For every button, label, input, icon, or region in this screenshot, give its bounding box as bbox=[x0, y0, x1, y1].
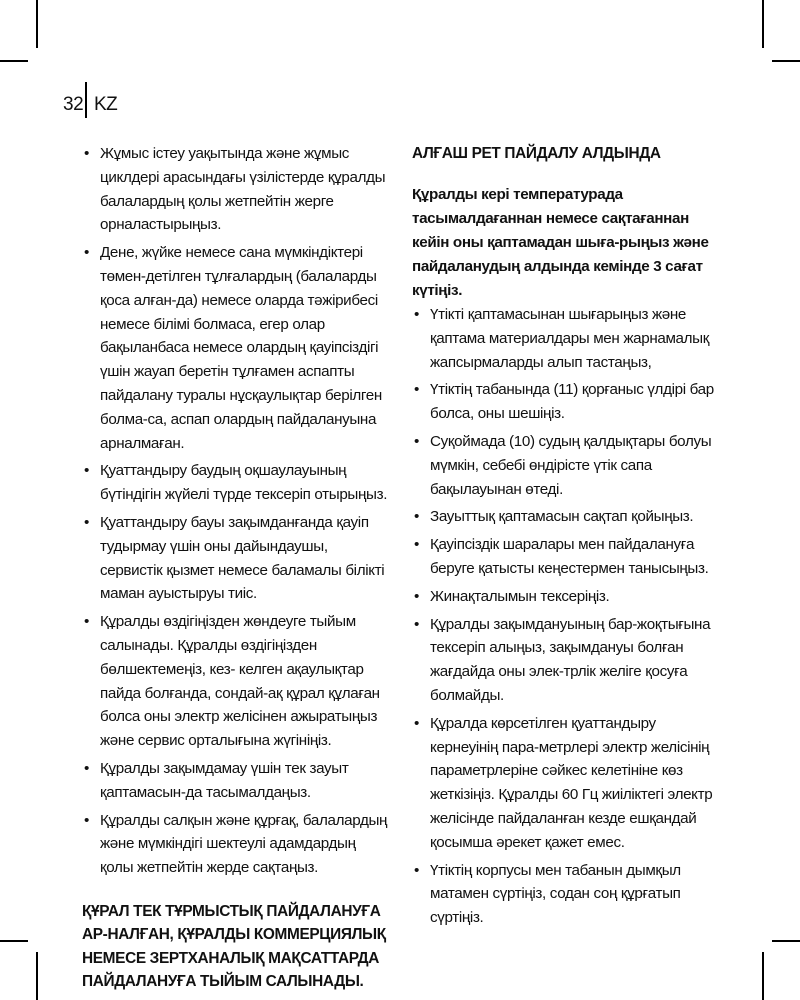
list-item: • Құралды салқын және құрғақ, балалардың және мүмкіндігі шектеулі адамдардың қолы жетпейтін жерде сақтаңыз. bbox=[82, 809, 392, 880]
crop-mark-top-left-vertical bbox=[36, 0, 38, 48]
crop-mark-top-right-horizontal bbox=[772, 60, 800, 62]
crop-mark-bottom-right-horizontal bbox=[772, 940, 800, 942]
page-number: 32 bbox=[63, 94, 84, 115]
header-divider bbox=[85, 82, 87, 118]
language-code: KZ bbox=[94, 94, 118, 115]
list-item: • Қуаттандыру баудың оқшаулауының бүтіндігін жүйелі түрде тексеріп отырыңыз. bbox=[82, 459, 392, 507]
list-item: • Құралды зақымдануының бар-жоқтығына тексеріп алыңыз, зақымдануы болған жағдайда оны элек-трлік желіге қосуға болмайды. bbox=[412, 613, 720, 708]
list-item: • Құралды зақымдамау үшін тек зауыт қаптамасын-да тасымалдаңыз. bbox=[82, 757, 392, 805]
list-item: • Құралда көрсетілген қуаттандыру кернеуінің пара-метрлері электр желісінің параметрлеріне сәйкес келетініне көз жеткізіңіз. Құралды 60 Гц жиіліктегі электр желісінде пайдаланған кезде ешқандай қосымша әрекет қажет емес. bbox=[412, 712, 720, 855]
section-heading: АЛҒАШ РЕТ ПАЙДАЛУ АЛДЫНДА bbox=[412, 145, 661, 162]
list-item: • Қуаттандыру бауы зақымданғанда қауіп тудырмау үшін оны дайындаушы, сервистік қызмет немесе баламалы білікті маман ауыстыруы тиіс. bbox=[82, 511, 392, 606]
list-item: • Дене, жүйке немесе сана мүмкіндіктері төмен-детілген тұлғалардың (балаларды қоса алған-да) немесе оларда тәжірибесі немесе білімі болмаса, егер олар бақыланбаса немесе олардың қауіпсіздігі үшін жауап беретін тұлғамен аспапты пайдалану туралы нұсқаулықтар берілген болма-са, аспап олардың пайдалануына арналмаған. bbox=[82, 241, 392, 455]
list-item: • Зауыттық қаптамасын сақтап қойыңыз. bbox=[412, 505, 720, 529]
list-item: • Суқоймада (10) судың қалдықтары болуы мүмкін, себебі өндірісте үтік сапа бақылауынан өтеді. bbox=[412, 430, 720, 501]
crop-mark-bottom-left-horizontal bbox=[0, 940, 28, 942]
list-item: • Жинақталымын тексеріңіз. bbox=[412, 585, 720, 609]
right-bullet-list bbox=[412, 303, 720, 930]
right-column bbox=[412, 142, 720, 934]
crop-mark-top-left-horizontal bbox=[0, 60, 28, 62]
list-item: • Жұмыс істеу уақытында және жұмыс циклдері арасындағы үзілістерде құралды балалардың қолы жетпейтін жерге орналастырыңыз. bbox=[82, 142, 392, 237]
crop-mark-bottom-left-vertical bbox=[36, 952, 38, 1000]
commercial-use-warning: ҚҰРАЛ ТЕК ТҰРМЫСТЫҚ ПАЙДАЛАНУҒА АР-НАЛҒАН, ҚҰРАЛДЫ КОММЕРЦИЯЛЫҚ НЕМЕСЕ ЗЕРТХАНАЛЫҚ МАҚСАТТАРДА ПАЙДАЛАНУҒА ТЫЙЫМ САЛЫНАДЫ. bbox=[82, 902, 386, 991]
left-bullet-list bbox=[82, 142, 392, 880]
list-item: • Қауіпсіздік шаралары мен пайдалануға беруге қатысты кеңестермен танысыңыз. bbox=[412, 533, 720, 581]
crop-mark-top-right-vertical bbox=[762, 0, 764, 48]
list-item: • Үтіктің табанында (11) қорғаныс үлдірі бар болса, оны шешіңіз. bbox=[412, 378, 720, 426]
list-item: • Үтікті қаптамасынан шығарыңыз және қаптама материалдары мен жарнамалық жапсырмаларды алып тастаңыз, bbox=[412, 303, 720, 374]
crop-mark-bottom-right-vertical bbox=[762, 952, 764, 1000]
left-column bbox=[82, 142, 392, 994]
section-intro: Құралды кері температурада тасымалдағаннан немесе сақтағаннан кейін оны қаптамадан шыға-рыңыз және пайдаланудың алдында кемінде 3 сағат күтіңіз. bbox=[412, 186, 709, 299]
list-item: • Үтіктің корпусы мен табанын дымқыл матамен сүртіңіз, содан соң құрғатып сүртіңіз. bbox=[412, 859, 720, 930]
list-item: • Құралды өздігіңізден жөндеуге тыйым салынады. Құралды өздігіңізден бөлшектемеңіз, кез- келген ақаулықтар пайда болғанда, сондай-ақ құрал құлаған болса оны электр желісінен ажыратыңыз және сервис орталығына жүгініңіз. bbox=[82, 610, 392, 753]
